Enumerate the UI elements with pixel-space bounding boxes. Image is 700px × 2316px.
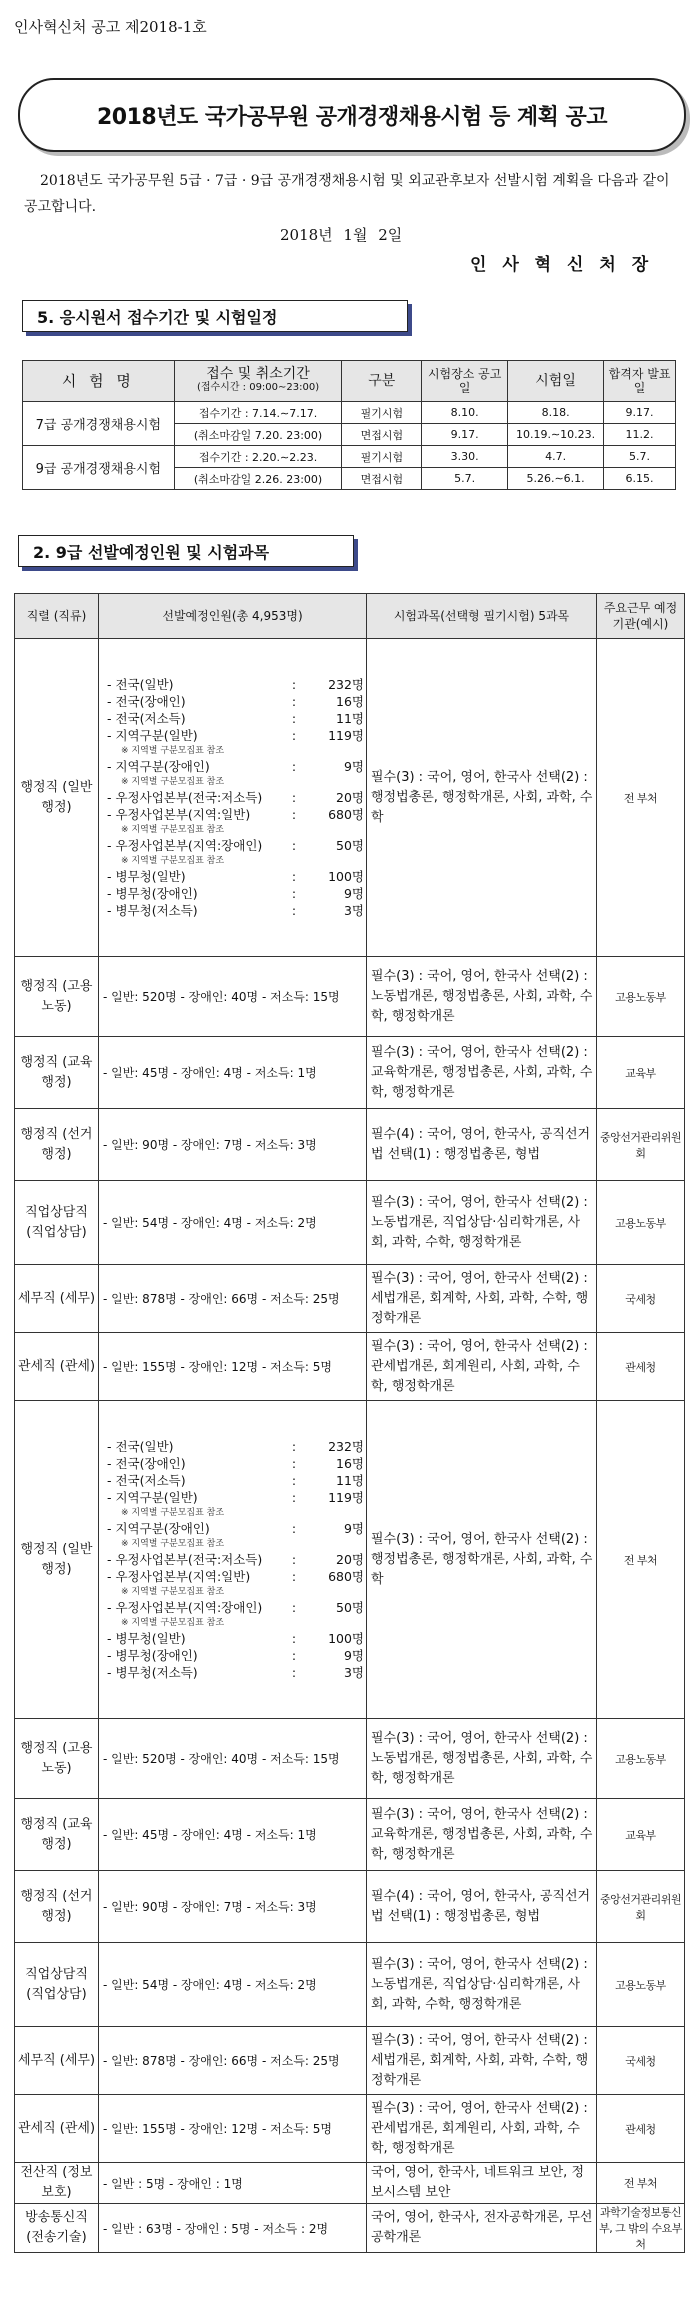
quota-line xyxy=(107,1438,364,1455)
exam-type: 면접시험 xyxy=(342,424,422,446)
exam-subjects: 필수(3) : 국어, 영어, 한국사 선택(2) : 관세법개론, 회계원리, 사회, 과학, 수학, 행정학개론 xyxy=(367,2095,597,2163)
subjects-row xyxy=(15,1265,685,1333)
announce-date: 5.7. xyxy=(422,468,508,490)
result-date: 11.2. xyxy=(604,424,676,446)
quota-value: 3명 xyxy=(343,903,364,918)
quota-value: 680명 xyxy=(328,807,364,822)
quota-colon: : xyxy=(291,1648,297,1663)
quota-label: - 우정사업본부(지역:장애인) xyxy=(107,1600,263,1615)
quota-label: - 전국(저소득) xyxy=(107,1473,186,1488)
quota-summary: - 일반: 45명 - 장애인: 4명 - 저소득: 1명 xyxy=(99,1037,367,1109)
header-people: 선발예정인원(총 4,953명) xyxy=(99,594,367,639)
work-org: 중앙선거관리위원회 xyxy=(597,1871,685,1943)
quota-colon: : xyxy=(291,1552,297,1567)
quota-summary: - 일반 : 63명 - 장애인 : 5명 - 저소득 : 2명 xyxy=(99,2204,367,2253)
work-org: 고용노동부 xyxy=(597,957,685,1037)
quota-value: 20명 xyxy=(336,790,364,805)
quota-colon: : xyxy=(291,1665,297,1680)
exam-subjects: 필수(4) : 국어, 영어, 한국사, 공직선거법 선택(1) : 행정법총론, 형법 xyxy=(367,1871,597,1943)
page-title: 2018년도 국가공무원 공개경쟁채용시험 등 계획 공고 xyxy=(96,104,608,130)
quota-note: ※ 지역별 구분모집표 참조 xyxy=(121,1539,225,1549)
subjects-row xyxy=(15,1799,685,1871)
quota-label: - 병무청(저소득) xyxy=(107,903,198,918)
quota-value: 16명 xyxy=(336,694,364,709)
quota-summary: - 일반: 155명 - 장애인: 12명 - 저소득: 5명 xyxy=(99,2095,367,2163)
subjects-row xyxy=(15,1871,685,1943)
quota-value: 9명 xyxy=(343,1648,364,1663)
result-date: 6.15. xyxy=(604,468,676,490)
quota-label: - 우정사업본부(전국:저소득) xyxy=(107,790,263,805)
title-box xyxy=(18,78,686,152)
subjects-row xyxy=(15,2095,685,2163)
quota-line xyxy=(107,1630,364,1647)
quota-colon: : xyxy=(291,1456,297,1471)
quota-line xyxy=(107,902,364,919)
subjects-row xyxy=(15,1333,685,1401)
work-org: 전 부처 xyxy=(597,2163,685,2204)
quota-value: 9명 xyxy=(343,1521,364,1536)
quota-colon: : xyxy=(291,677,297,692)
quota-label: - 병무청(장애인) xyxy=(107,886,198,901)
quota-label: - 병무청(일반) xyxy=(107,869,186,884)
work-org: 국세청 xyxy=(597,2027,685,2095)
quota-label: - 지역구분(일반) xyxy=(107,728,198,743)
quota-label: - 전국(저소득) xyxy=(107,711,186,726)
quota-colon: : xyxy=(291,838,297,853)
quota-summary: - 일반: 520명 - 장애인: 40명 - 저소득: 15명 xyxy=(99,1719,367,1799)
quota-line xyxy=(107,1664,364,1681)
header-org: 주요근무 예정기관(예시) xyxy=(597,594,685,639)
header-announce: 시험장소 공고일 xyxy=(422,361,508,402)
job-series: 세무직 (세무) xyxy=(15,2027,99,2095)
quota-colon: : xyxy=(291,807,297,822)
job-series: 행정직 (일반행정) xyxy=(15,639,99,957)
job-series: 행정직 (고용노동) xyxy=(15,957,99,1037)
job-series: 직업상담직 (직업상담) xyxy=(15,1943,99,2027)
subjects-row xyxy=(15,1181,685,1265)
quota-colon: : xyxy=(291,1521,297,1536)
quota-colon: : xyxy=(291,728,297,743)
subjects-row xyxy=(15,1943,685,2027)
subjects-row xyxy=(15,957,685,1037)
quota-label: - 병무청(장애인) xyxy=(107,1648,198,1663)
exam-type: 면접시험 xyxy=(342,468,422,490)
quota-note: ※ 지역별 구분모집표 참조 xyxy=(121,1587,225,1597)
cancel-deadline: (취소마감일 2.26. 23:00) xyxy=(174,468,342,490)
quota-value: 100명 xyxy=(328,869,364,884)
quota-line xyxy=(107,868,364,885)
subjects-header-row xyxy=(15,594,685,639)
quota-value: 11명 xyxy=(336,1473,364,1488)
notice-date: 2018년 1월 2일 xyxy=(280,226,403,244)
job-series: 행정직 (선거행정) xyxy=(15,1109,99,1181)
quota-summary: - 일반: 878명 - 장애인: 66명 - 저소득: 25명 xyxy=(99,2027,367,2095)
quota-label: - 우정사업본부(전국:저소득) xyxy=(107,1552,263,1567)
quota-value: 20명 xyxy=(336,1552,364,1567)
quota-colon: : xyxy=(291,759,297,774)
apply-period: 접수기간 : 7.14.∼7.17. xyxy=(174,402,342,424)
quota-summary: - 일반: 54명 - 장애인: 4명 - 저소득: 2명 xyxy=(99,1943,367,2027)
quota-note: ※ 지역별 구분모집표 참조 xyxy=(121,856,225,866)
quota-list xyxy=(99,639,367,957)
header-period xyxy=(174,361,342,402)
exam-subjects: 필수(3) : 국어, 영어, 한국사 선택(2) : 관세법개론, 회계원리, 사회, 과학, 수학, 행정학개론 xyxy=(367,1333,597,1401)
work-org: 중앙선거관리위원회 xyxy=(597,1109,685,1181)
quota-line xyxy=(107,758,364,775)
subjects-row xyxy=(15,1109,685,1181)
exam-date: 8.18. xyxy=(508,402,604,424)
quota-value: 9명 xyxy=(343,886,364,901)
job-series: 행정직 (교육행정) xyxy=(15,1799,99,1871)
result-date: 9.17. xyxy=(604,402,676,424)
exam-subjects: 필수(3) : 국어, 영어, 한국사 선택(2) : 노동법개론, 직업상담·심리학개론, 사회, 과학, 수학, 행정학개론 xyxy=(367,1181,597,1265)
exam-subjects: 필수(3) : 국어, 영어, 한국사 선택(2) : 교육학개론, 행정법총론, 사회, 과학, 수학, 행정학개론 xyxy=(367,1799,597,1871)
quota-value: 680명 xyxy=(328,1569,364,1584)
job-series: 행정직 (교육행정) xyxy=(15,1037,99,1109)
quota-colon: : xyxy=(291,1600,297,1615)
quota-list xyxy=(99,1401,367,1719)
exam-subjects: 필수(3) : 국어, 영어, 한국사 선택(2) : 세법개론, 회계학, 사회, 과학, 수학, 행정학개론 xyxy=(367,1265,597,1333)
quota-note: ※ 지역별 구분모집표 참조 xyxy=(121,825,225,835)
quota-line xyxy=(107,1551,364,1568)
exam-subjects: 국어, 영어, 한국사, 네트워크 보안, 정보시스템 보안 xyxy=(367,2163,597,2204)
quota-label: - 지역구분(일반) xyxy=(107,1490,198,1505)
exam-subjects: 필수(3) : 국어, 영어, 한국사 선택(2) : 교육학개론, 행정법총론, 사회, 과학, 수학, 행정학개론 xyxy=(367,1037,597,1109)
quota-colon: : xyxy=(291,1473,297,1488)
job-series: 행정직 (일반행정) xyxy=(15,1401,99,1719)
quota-line xyxy=(107,1520,364,1537)
intro-text: 2018년도 국가공무원 5급 · 7급 · 9급 공개경쟁채용시험 및 외교관후보자 선발시험 계획을 다음과 같이 공고합니다. xyxy=(24,173,670,215)
quota-label: - 우정사업본부(지역:일반) xyxy=(107,1569,251,1584)
subjects-row xyxy=(15,2027,685,2095)
announce-date: 3.30. xyxy=(422,446,508,468)
subjects-table xyxy=(14,593,685,2253)
job-series: 직업상담직 (직업상담) xyxy=(15,1181,99,1265)
section-2-heading: 2. 9급 선발예정인원 및 시험과목 xyxy=(18,535,354,567)
work-org: 고용노동부 xyxy=(597,1943,685,2027)
work-org: 교육부 xyxy=(597,1037,685,1109)
quota-line xyxy=(107,1599,364,1616)
quota-label: - 우정사업본부(지역:일반) xyxy=(107,807,251,822)
quota-colon: : xyxy=(291,711,297,726)
quota-summary: - 일반: 45명 - 장애인: 4명 - 저소득: 1명 xyxy=(99,1799,367,1871)
header-exam-date: 시험일 xyxy=(508,361,604,402)
quota-value: 3명 xyxy=(343,1665,364,1680)
quota-line xyxy=(107,676,364,693)
subjects-row xyxy=(15,2163,685,2204)
work-org: 관세청 xyxy=(597,2095,685,2163)
quota-summary: - 일반: 878명 - 장애인: 66명 - 저소득: 25명 xyxy=(99,1265,367,1333)
quota-value: 11명 xyxy=(336,711,364,726)
subjects-row xyxy=(15,639,685,957)
work-org: 관세청 xyxy=(597,1333,685,1401)
quota-label: - 전국(장애인) xyxy=(107,694,186,709)
schedule-header-row xyxy=(23,361,676,402)
subjects-row xyxy=(15,2204,685,2253)
issuer: 인 사 혁 신 처 장 xyxy=(470,255,654,275)
quota-line xyxy=(107,1489,364,1506)
quota-label: - 병무청(일반) xyxy=(107,1631,186,1646)
header-period-label: 접수 및 취소기간 xyxy=(206,366,310,382)
exam-subjects: 필수(3) : 국어, 영어, 한국사 선택(2) : 노동법개론, 행정법총론, 사회, 과학, 수학, 행정학개론 xyxy=(367,957,597,1037)
work-org: 과학기술정보통신부, 그 밖의 수요부처 xyxy=(597,2204,685,2253)
quota-line xyxy=(107,885,364,902)
section-5-heading: 5. 응시원서 접수기간 및 시험일정 xyxy=(22,300,408,332)
schedule-row xyxy=(23,402,676,424)
quota-summary: - 일반: 155명 - 장애인: 12명 - 저소득: 5명 xyxy=(99,1333,367,1401)
quota-note: ※ 지역별 구분모집표 참조 xyxy=(121,1618,225,1628)
quota-summary: - 일반: 54명 - 장애인: 4명 - 저소득: 2명 xyxy=(99,1181,367,1265)
header-exam: 시 험 명 xyxy=(23,361,175,402)
quota-value: 100명 xyxy=(328,1631,364,1646)
work-org: 전 부처 xyxy=(597,1401,685,1719)
header-job: 직렬 (직류) xyxy=(15,594,99,639)
quota-label: - 우정사업본부(지역:장애인) xyxy=(107,838,263,853)
exam-subjects: 필수(3) : 국어, 영어, 한국사 선택(2) : 행정법총론, 행정학개론, 사회, 과학, 수학 xyxy=(367,639,597,957)
quota-note: ※ 지역별 구분모집표 참조 xyxy=(121,777,225,787)
exam-type: 필기시험 xyxy=(342,402,422,424)
apply-period: 접수기간 : 2.20.∼2.23. xyxy=(174,446,342,468)
header-subjects: 시험과목(선택형 필기시험) 5과목 xyxy=(367,594,597,639)
quota-value: 232명 xyxy=(328,677,364,692)
quota-line xyxy=(107,1568,364,1585)
schedule-row xyxy=(23,446,676,468)
quota-label: - 병무청(저소득) xyxy=(107,1665,198,1680)
quota-label: - 전국(일반) xyxy=(107,677,174,692)
schedule-table xyxy=(22,360,676,490)
quota-colon: : xyxy=(291,903,297,918)
job-series: 방송통신직 (전송기술) xyxy=(15,2204,99,2253)
quota-line xyxy=(107,727,364,744)
quota-value: 119명 xyxy=(328,728,364,743)
quota-summary: - 일반: 90명 - 장애인: 7명 - 저소득: 3명 xyxy=(99,1871,367,1943)
quota-value: 9명 xyxy=(343,759,364,774)
quota-box xyxy=(103,1434,364,1685)
quota-colon: : xyxy=(291,869,297,884)
announce-date: 9.17. xyxy=(422,424,508,446)
notice-number: 인사혁신처 공고 제2018-1호 xyxy=(14,18,207,36)
quota-note: ※ 지역별 구분모집표 참조 xyxy=(121,1508,225,1518)
quota-value: 232명 xyxy=(328,1439,364,1454)
quota-box xyxy=(103,672,364,923)
exam-name: 9급 공개경쟁채용시험 xyxy=(23,446,175,490)
announce-date: 8.10. xyxy=(422,402,508,424)
work-org: 국세청 xyxy=(597,1265,685,1333)
quota-line xyxy=(107,710,364,727)
exam-subjects: 필수(4) : 국어, 영어, 한국사, 공직선거법 선택(1) : 행정법총론, 형법 xyxy=(367,1109,597,1181)
exam-date: 5.26.∼6.1. xyxy=(508,468,604,490)
quota-colon: : xyxy=(291,1439,297,1454)
quota-colon: : xyxy=(291,886,297,901)
subjects-row xyxy=(15,1037,685,1109)
quota-line xyxy=(107,1647,364,1664)
quota-line xyxy=(107,693,364,710)
exam-subjects: 필수(3) : 국어, 영어, 한국사 선택(2) : 노동법개론, 행정법총론, 사회, 과학, 수학, 행정학개론 xyxy=(367,1719,597,1799)
header-type: 구분 xyxy=(342,361,422,402)
quota-colon: : xyxy=(291,1631,297,1646)
quota-colon: : xyxy=(291,1490,297,1505)
exam-type: 필기시험 xyxy=(342,446,422,468)
quota-line xyxy=(107,806,364,823)
exam-name: 7급 공개경쟁채용시험 xyxy=(23,402,175,446)
job-series: 세무직 (세무) xyxy=(15,1265,99,1333)
quota-label: - 지역구분(장애인) xyxy=(107,759,210,774)
quota-summary: - 일반: 520명 - 장애인: 40명 - 저소득: 15명 xyxy=(99,957,367,1037)
quota-colon: : xyxy=(291,694,297,709)
job-series: 행정직 (고용노동) xyxy=(15,1719,99,1799)
quota-label: - 전국(장애인) xyxy=(107,1456,186,1471)
job-series: 관세직 (관세) xyxy=(15,2095,99,2163)
exam-date: 10.19.∼10.23. xyxy=(508,424,604,446)
quota-line xyxy=(107,1472,364,1489)
quota-note: ※ 지역별 구분모집표 참조 xyxy=(121,746,225,756)
work-org: 고용노동부 xyxy=(597,1181,685,1265)
work-org: 전 부처 xyxy=(597,639,685,957)
result-date: 5.7. xyxy=(604,446,676,468)
subjects-row xyxy=(15,1401,685,1719)
exam-subjects: 필수(3) : 국어, 영어, 한국사 선택(2) : 세법개론, 회계학, 사회, 과학, 수학, 행정학개론 xyxy=(367,2027,597,2095)
quota-value: 50명 xyxy=(336,838,364,853)
cancel-deadline: (취소마감일 7.20. 23:00) xyxy=(174,424,342,446)
quota-summary: - 일반 : 5명 - 장애인 : 1명 xyxy=(99,2163,367,2204)
exam-subjects: 국어, 영어, 한국사, 전자공학개론, 무선공학개론 xyxy=(367,2204,597,2253)
exam-date: 4.7. xyxy=(508,446,604,468)
quota-label: - 지역구분(장애인) xyxy=(107,1521,210,1536)
work-org: 고용노동부 xyxy=(597,1719,685,1799)
quota-colon: : xyxy=(291,790,297,805)
header-result: 합격자 발표일 xyxy=(604,361,676,402)
quota-line xyxy=(107,789,364,806)
job-series: 관세직 (관세) xyxy=(15,1333,99,1401)
work-org: 교육부 xyxy=(597,1799,685,1871)
header-period-sub: (접수시간 : 09:00∼23:00) xyxy=(196,382,320,393)
quota-value: 119명 xyxy=(328,1490,364,1505)
quota-line xyxy=(107,1455,364,1472)
quota-label: - 전국(일반) xyxy=(107,1439,174,1454)
exam-subjects: 필수(3) : 국어, 영어, 한국사 선택(2) : 행정법총론, 행정학개론, 사회, 과학, 수학 xyxy=(367,1401,597,1719)
quota-value: 16명 xyxy=(336,1456,364,1471)
subjects-row xyxy=(15,1719,685,1799)
job-series: 전산직 (정보보호) xyxy=(15,2163,99,2204)
quota-colon: : xyxy=(291,1569,297,1584)
quota-value: 50명 xyxy=(336,1600,364,1615)
exam-subjects: 필수(3) : 국어, 영어, 한국사 선택(2) : 노동법개론, 직업상담·심리학개론, 사회, 과학, 수학, 행정학개론 xyxy=(367,1943,597,2027)
quota-summary: - 일반: 90명 - 장애인: 7명 - 저소득: 3명 xyxy=(99,1109,367,1181)
quota-line xyxy=(107,837,364,854)
job-series: 행정직 (선거행정) xyxy=(15,1871,99,1943)
